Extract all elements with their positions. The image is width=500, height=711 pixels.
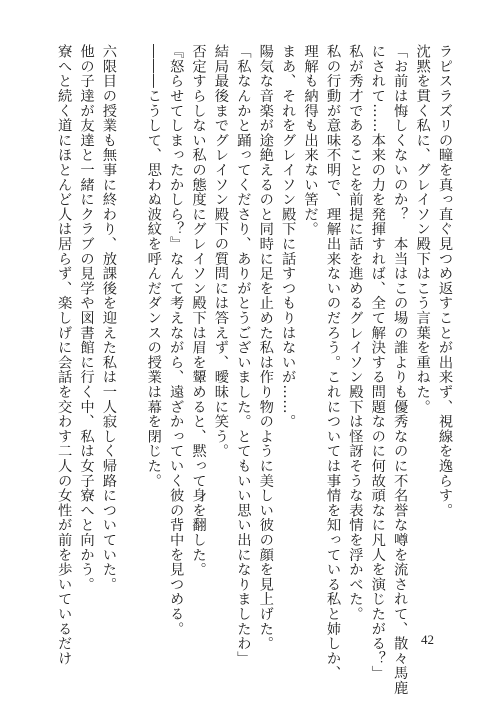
- text-line: 他の子達が友達と一緒にクラブの見学や図書館に行く中、私は女子寮へと向かう。: [78, 44, 95, 592]
- text-line: ラピスラズリの瞳を真っ直ぐ見つめ返すことが出来ず、視線を逸らす。: [437, 44, 453, 518]
- text-line: にされて……本来の力を発揮すれば、全て解決する問題なのに何故頑なに凡人を演じたがる？」: [369, 44, 386, 681]
- text-line: まあ、それをグレイソン殿下に話すつもりはないが……。: [280, 44, 297, 429]
- text-line: 陽気な音楽が途絶えるのと同時に足を止めた私は作り物のように美しい彼の顔を見上げた。: [257, 44, 274, 651]
- text-line: 寮へと続く道にほとんど人は居らず、楽しげに会話を交わす二人の女性が前を歩いているだけ: [56, 44, 73, 666]
- text-line: 私の行動が意味不明で、理解出来ないのだろう。これについては事情を知っている私と姉しか、: [324, 44, 341, 681]
- text-line: ―――こうして、思わぬ波紋を呼んだダンスの授業は幕を閉じた。: [145, 44, 162, 488]
- text-line: 理解も納得も出来ない筈だ。: [302, 44, 319, 237]
- text-line: 「お前は悔しくないのか？ 本当はこの場の誰よりも優秀なのに不名誉な噂を流されて、散々馬鹿: [392, 44, 409, 696]
- page-number: 42: [421, 632, 434, 647]
- blank-line: [120, 44, 142, 609]
- text-line: 沈黙を貫く私に、グレイソン殿下はこう言葉を重ねた。: [414, 44, 431, 414]
- text-line: 六限目の授業も無事に終わり、放課後を迎えた私は一人寂しく帰路についていた。: [100, 44, 117, 592]
- text-line: 『怒らせてしまったかしら？』なんて考えながら、遠ざかっていく彼の背中を見つめる。: [168, 44, 185, 636]
- text-line: 結局最後までグレイソン殿下の質問には答えず、曖昧に笑う。: [212, 44, 229, 459]
- text-line: 否定すらしない私の態度にグレイソン殿下は眉を顰めると、黙って身を翻した。: [190, 44, 207, 577]
- text-line: 私が秀才であることを前提に話を進めるグレイソン殿下は怪訝そうな表情を浮かべた。: [347, 44, 364, 622]
- text-line: 「私なんかと踊ってくださり、ありがとうございました。とてもいい思い出になりましたわ」: [235, 44, 252, 666]
